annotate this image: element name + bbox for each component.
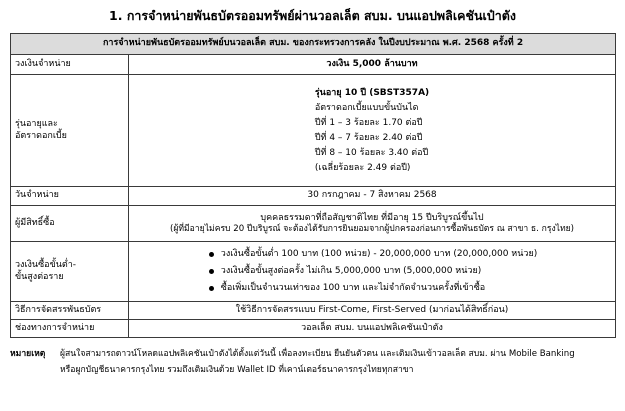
row-value-amount: วงเงิน 5,000 ล้านบาท [129, 55, 616, 75]
page-title: 1. การจำหน่ายพันธบัตรออมทรัพย์ผ่านวอลเล็ต สบม. บนแอปพลิเคชันเป๋าตัง [109, 8, 516, 23]
row-value-channel: วอลเล็ต สบม. บนแอปพลิเคชันเป๋าตัง [129, 320, 616, 338]
row-label-sale-date: วันจำหน่าย [11, 187, 129, 206]
table-header: การจำหน่ายพันธบัตรออมทรัพย์บนวอลเล็ต สบม. ของกระทรวงการคลัง ในปีงบประมาณ พ.ศ. 2568 ครั้งที่ 2 [11, 34, 616, 55]
table-row-channel [11, 320, 616, 338]
row-label-tenor-line1: รุ่นอายุและ [15, 119, 58, 130]
list-item [207, 280, 537, 297]
footnote-tag: หมายเหตุ [10, 349, 46, 359]
table-row-sale-date [11, 187, 616, 206]
table-row-amount [11, 55, 616, 75]
limit-text: วงเงินซื้อขั้นสูงต่อครั้ง ไม่เกิน 5,000,000 บาท (5,000,000 หน่วย) [220, 266, 482, 276]
limits-list [207, 246, 537, 297]
row-label-tenor [11, 75, 129, 187]
row-label-channel: ช่องทางการจำหน่าย [11, 320, 129, 338]
list-item [207, 263, 537, 280]
rate-type: อัตราดอกเบี้ยแบบขั้นบันได [314, 103, 419, 113]
bullet-icon [209, 269, 214, 274]
table-header-row [11, 34, 616, 55]
row-label-tenor-line2: อัตราดอกเบี้ย [15, 130, 67, 141]
limit-text: ซื้อเพิ่มเป็นจำนวนเท่าของ 100 บาท และไม่จำกัดจำนวนครั้งที่เข้าซื้อ [220, 283, 486, 293]
rate-average: (เฉลี่ยร้อยละ 2.49 ต่อปี) [314, 163, 411, 173]
table-row-limits [11, 242, 616, 302]
row-label-limits [11, 242, 129, 302]
rate-block [315, 85, 429, 176]
row-label-limits-line1: วงเงินซื้อขั้นต่ำ- [15, 260, 77, 271]
table-row-eligibility [11, 206, 616, 242]
rate-step-1: ปีที่ 1 – 3 ร้อยละ 1.70 ต่อปี [314, 118, 423, 128]
row-label-allocation: วิธีการจัดสรรพันธบัตร [11, 302, 129, 320]
row-value-eligibility [129, 206, 616, 242]
bond-details-table [10, 33, 616, 338]
table-row-allocation [11, 302, 616, 320]
row-value-limits [129, 242, 616, 302]
bullet-icon [209, 286, 214, 291]
table-row-tenor [11, 75, 616, 187]
row-value-sale-date: 30 กรกฎาคม - 7 สิงหาคม 2568 [129, 187, 616, 206]
row-label-amount: วงเงินจำหน่าย [11, 55, 129, 75]
bullet-icon [209, 252, 214, 257]
bond-series: รุ่นอายุ 10 ปี (SBST357A) [314, 88, 430, 98]
footnote-line1: ผู้สนใจสามารถดาวน์โหลดแอปพลิเคชันเป๋าตังได้ตั้งแต่วันนี้ เพื่อลงทะเบียน ยืนยันตัวตน และเติมเงินเข้าวอลเล็ต สบม. ผ่าน Mobile Banking [60, 349, 575, 359]
row-label-limits-line2: ขั้นสูงต่อราย [15, 271, 64, 282]
footnote-body [60, 346, 620, 378]
row-value-tenor [129, 75, 616, 187]
limit-text: วงเงินซื้อขั้นต่ำ 100 บาท (100 หน่วย) - 20,000,000 บาท (20,000,000 หน่วย) [220, 249, 538, 259]
footnote-line2: หรือผูกบัญชีธนาคารกรุงไทย รวมถึงเติมเงินด้วย Wallet ID ที่เคาน์เตอร์ธนาคารกรุงไทยทุกสาขา [60, 365, 414, 375]
row-label-eligibility: ผู้มีสิทธิ์ซื้อ [11, 206, 129, 242]
eligibility-line2: (ผู้ที่มีอายุไม่ครบ 20 ปีบริบูรณ์ จะต้องได้รับการยินยอมจากผู้ปกครองก่อนการซื้อพันธบัตร ณ สาขา ธ. กรุงไทย) [169, 223, 575, 234]
row-value-allocation: ใช้วิธีการจัดสรรแบบ First-Come, First-Served (มาก่อนได้สิทธิ์ก่อน) [129, 302, 616, 320]
rate-step-2: ปีที่ 4 – 7 ร้อยละ 2.40 ต่อปี [314, 133, 423, 143]
list-item [207, 246, 537, 263]
rate-step-3: ปีที่ 8 – 10 ร้อยละ 3.40 ต่อปี [314, 148, 429, 158]
eligibility-line1: บุคคลธรรมดาที่ถือสัญชาติไทย ที่มีอายุ 15 ปีบริบูรณ์ขึ้นไป [260, 212, 484, 223]
